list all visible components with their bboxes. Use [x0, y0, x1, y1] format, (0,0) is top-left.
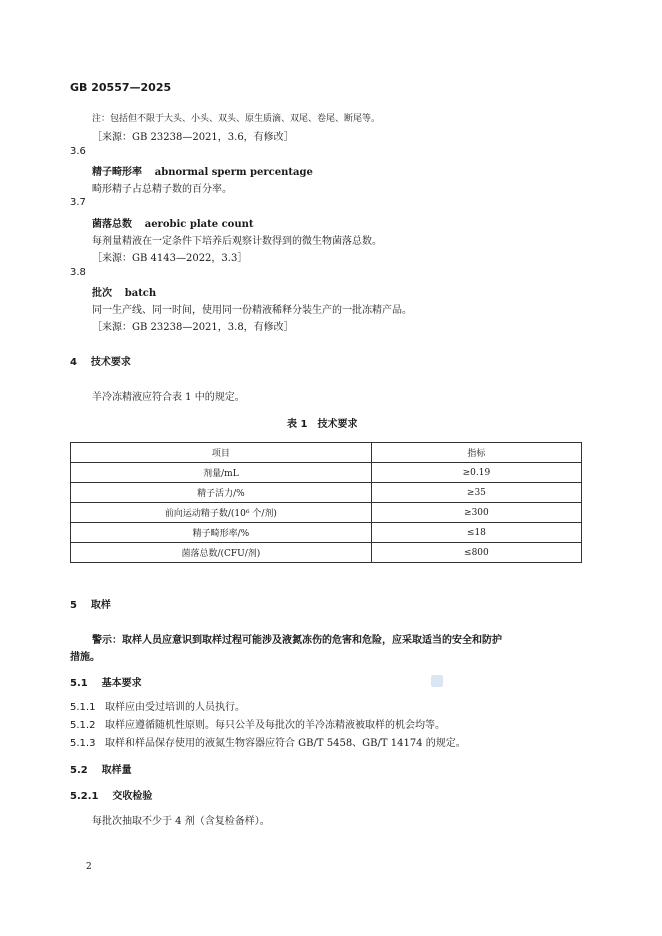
warning-line: 警示：取样人员应意识到取样过程可能涉及液氮冻伤的危害和危险，应采取适当的安全和防护 — [92, 635, 502, 646]
term-definition: 每剂量精液在一定条件下培养后观察计数得到的微生物菌落总数。 — [92, 236, 382, 247]
table-row — [71, 523, 582, 543]
clause-number: 5.1.2 — [70, 720, 96, 731]
term-chinese: 批次 — [92, 288, 112, 299]
clause-number: 5.1.1 — [70, 702, 96, 713]
clause-text: 取样应遵循随机性原则。每只公羊及每批次的羊冷冻精液被取样的机会均等。 — [105, 720, 445, 731]
table-title: 表 1 技术要求 — [287, 419, 358, 430]
table-cell: ≤800 — [371, 543, 581, 563]
table-header-cell: 项目 — [71, 443, 372, 463]
note-text: 注：包括但不限于大头、小头、双头、原生质滴、双尾、卷尾、断尾等。 — [92, 114, 381, 124]
clause-text: 取样应由受过培训的人员执行。 — [105, 702, 245, 713]
source-reference: ［来源：GB 4143—2022，3.3］ — [92, 253, 248, 264]
section-heading — [70, 353, 131, 368]
term-english: abnormal sperm percentage — [154, 167, 313, 178]
subsection-heading — [70, 674, 142, 689]
table-cell: 精子活力/% — [71, 483, 372, 503]
table-cell: ≥300 — [371, 503, 581, 523]
technical-requirements-table — [70, 442, 582, 563]
paragraph: 每批次抽取不少于 4 剂（含复检备样）。 — [92, 816, 270, 827]
table-header-row — [71, 443, 582, 463]
source-reference: ［来源：GB 23238—2021，3.6，有修改］ — [92, 132, 294, 143]
subsection-heading — [70, 761, 132, 776]
paragraph: 羊冷冻精液应符合表 1 中的规定。 — [92, 392, 245, 403]
subsection-number: 5.2.1 — [70, 791, 99, 802]
warning-line: 措施。 — [70, 652, 100, 663]
section-number: 4 — [70, 357, 77, 368]
term-english: aerobic plate count — [144, 219, 254, 230]
page-number: 2 — [86, 862, 92, 872]
term-english: batch — [124, 288, 157, 299]
table-row — [71, 543, 582, 563]
term-definition: 同一生产线、同一时间，使用同一份精液稀释分装生产的一批冻精产品。 — [92, 305, 412, 316]
table-row — [71, 503, 582, 523]
subsection-title: 基本要求 — [101, 678, 142, 689]
subsection-number: 5.2 — [70, 765, 88, 776]
clause-line — [70, 734, 466, 749]
table-header-cell: 指标 — [371, 443, 581, 463]
table-cell: 前向运动精子数/(10⁶ 个/剂) — [71, 503, 372, 523]
table-cell: ≥35 — [371, 483, 581, 503]
term-entry — [92, 215, 254, 230]
table-row — [71, 463, 582, 483]
table-row — [71, 483, 582, 503]
subsection-title: 交收检验 — [112, 791, 153, 802]
clause-line — [70, 698, 245, 713]
subsection-title: 取样量 — [101, 765, 132, 776]
clause-number: 3.8 — [70, 267, 86, 278]
subsection-heading — [70, 787, 152, 802]
clause-number: 3.6 — [70, 146, 86, 157]
table-cell: 菌落总数/(CFU/剂) — [71, 543, 372, 563]
section-number: 5 — [70, 600, 77, 611]
term-chinese: 精子畸形率 — [92, 167, 142, 178]
watermark-logo — [431, 675, 443, 687]
source-reference: ［来源：GB 23238—2021，3.8，有修改］ — [92, 322, 294, 333]
term-entry — [92, 284, 156, 299]
clause-number: 5.1.3 — [70, 738, 96, 749]
term-entry — [92, 163, 313, 178]
table-cell: ≤18 — [371, 523, 581, 543]
table-cell: 精子畸形率/% — [71, 523, 372, 543]
term-definition: 畸形精子占总精子数的百分率。 — [92, 184, 232, 195]
term-chinese: 菌落总数 — [92, 219, 132, 230]
standard-number: GB 20557—2025 — [70, 81, 172, 94]
section-heading — [70, 596, 111, 611]
clause-number: 3.7 — [70, 197, 86, 208]
table-cell: ≥0.19 — [371, 463, 581, 483]
subsection-number: 5.1 — [70, 678, 88, 689]
table-cell: 剂量/mL — [71, 463, 372, 483]
section-title: 技术要求 — [90, 357, 131, 368]
section-title: 取样 — [90, 600, 111, 611]
clause-line — [70, 716, 445, 731]
clause-text: 取样和样品保存使用的液氮生物容器应符合 GB/T 5458、GB/T 14174 的规定。 — [105, 738, 466, 749]
